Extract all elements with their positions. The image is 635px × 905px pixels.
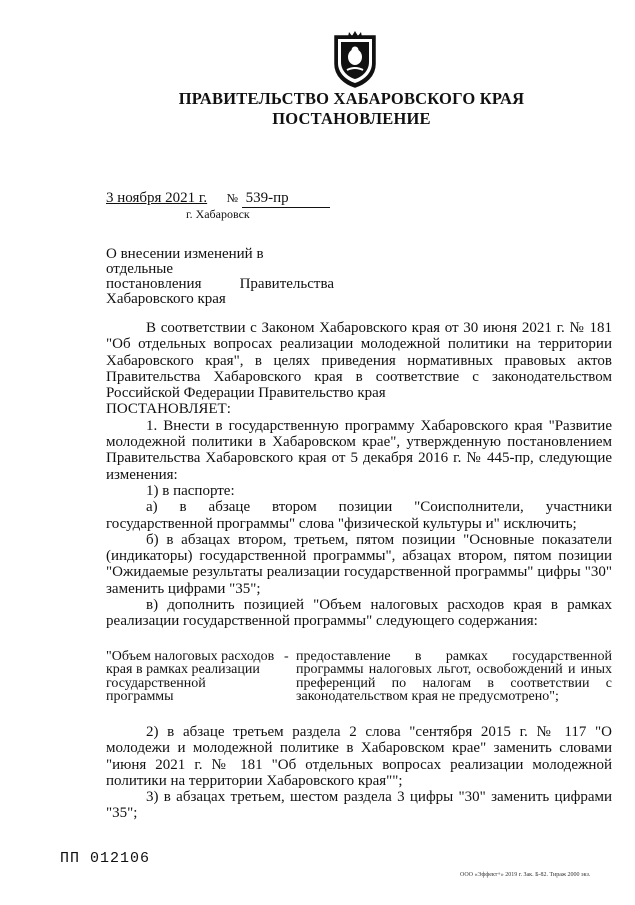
document-type: ПОСТАНОВЛЕНИЕ [272,109,431,128]
printer-imprint: ООО «Эффект+» 2019 г. Зак. Б-82. Тираж 2000 экз. [460,872,591,878]
position-dash: - [284,649,289,664]
document-body [106,320,612,630]
document-subject [106,247,334,307]
paragraph-preamble: В соответствии с Законом Хабаровского края от 30 июня 2021 г. № 181 "Об отдельных вопросах реализации молодежной политики на территории Хабаровского края", в целях приведения нормативных правовых актов Правительства Хабаровского края в соответствие с законодательством Российской Федерации Правительство края [106,320,612,402]
subject-line-1: О внесении изменений в отдельные [106,246,264,277]
document-body-continued [106,724,612,822]
document-date: 3 ноября 2021 г. [106,190,208,206]
city-label: г. Хабаровск [186,207,250,221]
document-number: 539-пр [245,190,289,206]
subject-line-2: постановления Правительства [106,276,334,292]
paragraph-item-a: а) в абзаце втором позиции "Соисполнители, участники государственной программы" слова "физической культуры и" исключить; [106,499,612,532]
paragraph-item-1: 1. Внести в государственную программу Хабаровского края "Развитие молодежной политики в Хабаровском крае", утвержденную постановлением Правительства Хабаровского края от 5 декабря 2016 г. № 445-пр, следующие изменения: [106,417,612,483]
subject-line-3: Хабаровского края [106,291,226,307]
paragraph-item-v: в) дополнить позицией "Объем налоговых расходов края в рамках реализации государственной программы" следующего содержания: [106,597,612,630]
date-number-line [106,190,330,208]
paragraph-item-2: 2) в абзаце третьем раздела 2 слова "сентября 2015 г. № 117 "О молодежи и молодежной политике в Хабаровском крае" заменить словами "июня 2021 г. № 181 "Об отдельных вопросах реализации молодежной политики на территории Хабаровского края""; [106,724,612,789]
paragraph-item-b: б) в абзацах втором, третьем, пятом позиции "Основные показатели (индикаторы) государственной программы", абзацах втором, пятом позиции "Ожидаемые результаты реализации государственной программы" цифры "30" заменить цифрами "35"; [106,531,612,597]
paragraph-item-3: 3) в абзацах третьем, шестом раздела 3 цифры "30" заменить цифрами "35"; [106,789,612,822]
number-prefix: № [226,191,239,205]
government-title: ПРАВИТЕЛЬСТВО ХАБАРОВСКОГО КРАЯ [178,89,525,108]
paragraph-resolves: ПОСТАНОВЛЯЕТ: [106,401,231,418]
position-value-cell: предоставление в рамках государственной программы налоговых льгот, освобождений и иных преференций по налогам в соответствии с законодательством края не предусмотрено"; [296,649,612,705]
position-name-cell: "Объем налоговых расходов края в рамках реализации государственной программы [106,649,275,705]
coat-of-arms-icon [333,30,377,88]
paragraph-item-1-1: 1) в паспорте: [146,482,235,499]
form-serial-number: ПП 012106 [60,850,151,867]
